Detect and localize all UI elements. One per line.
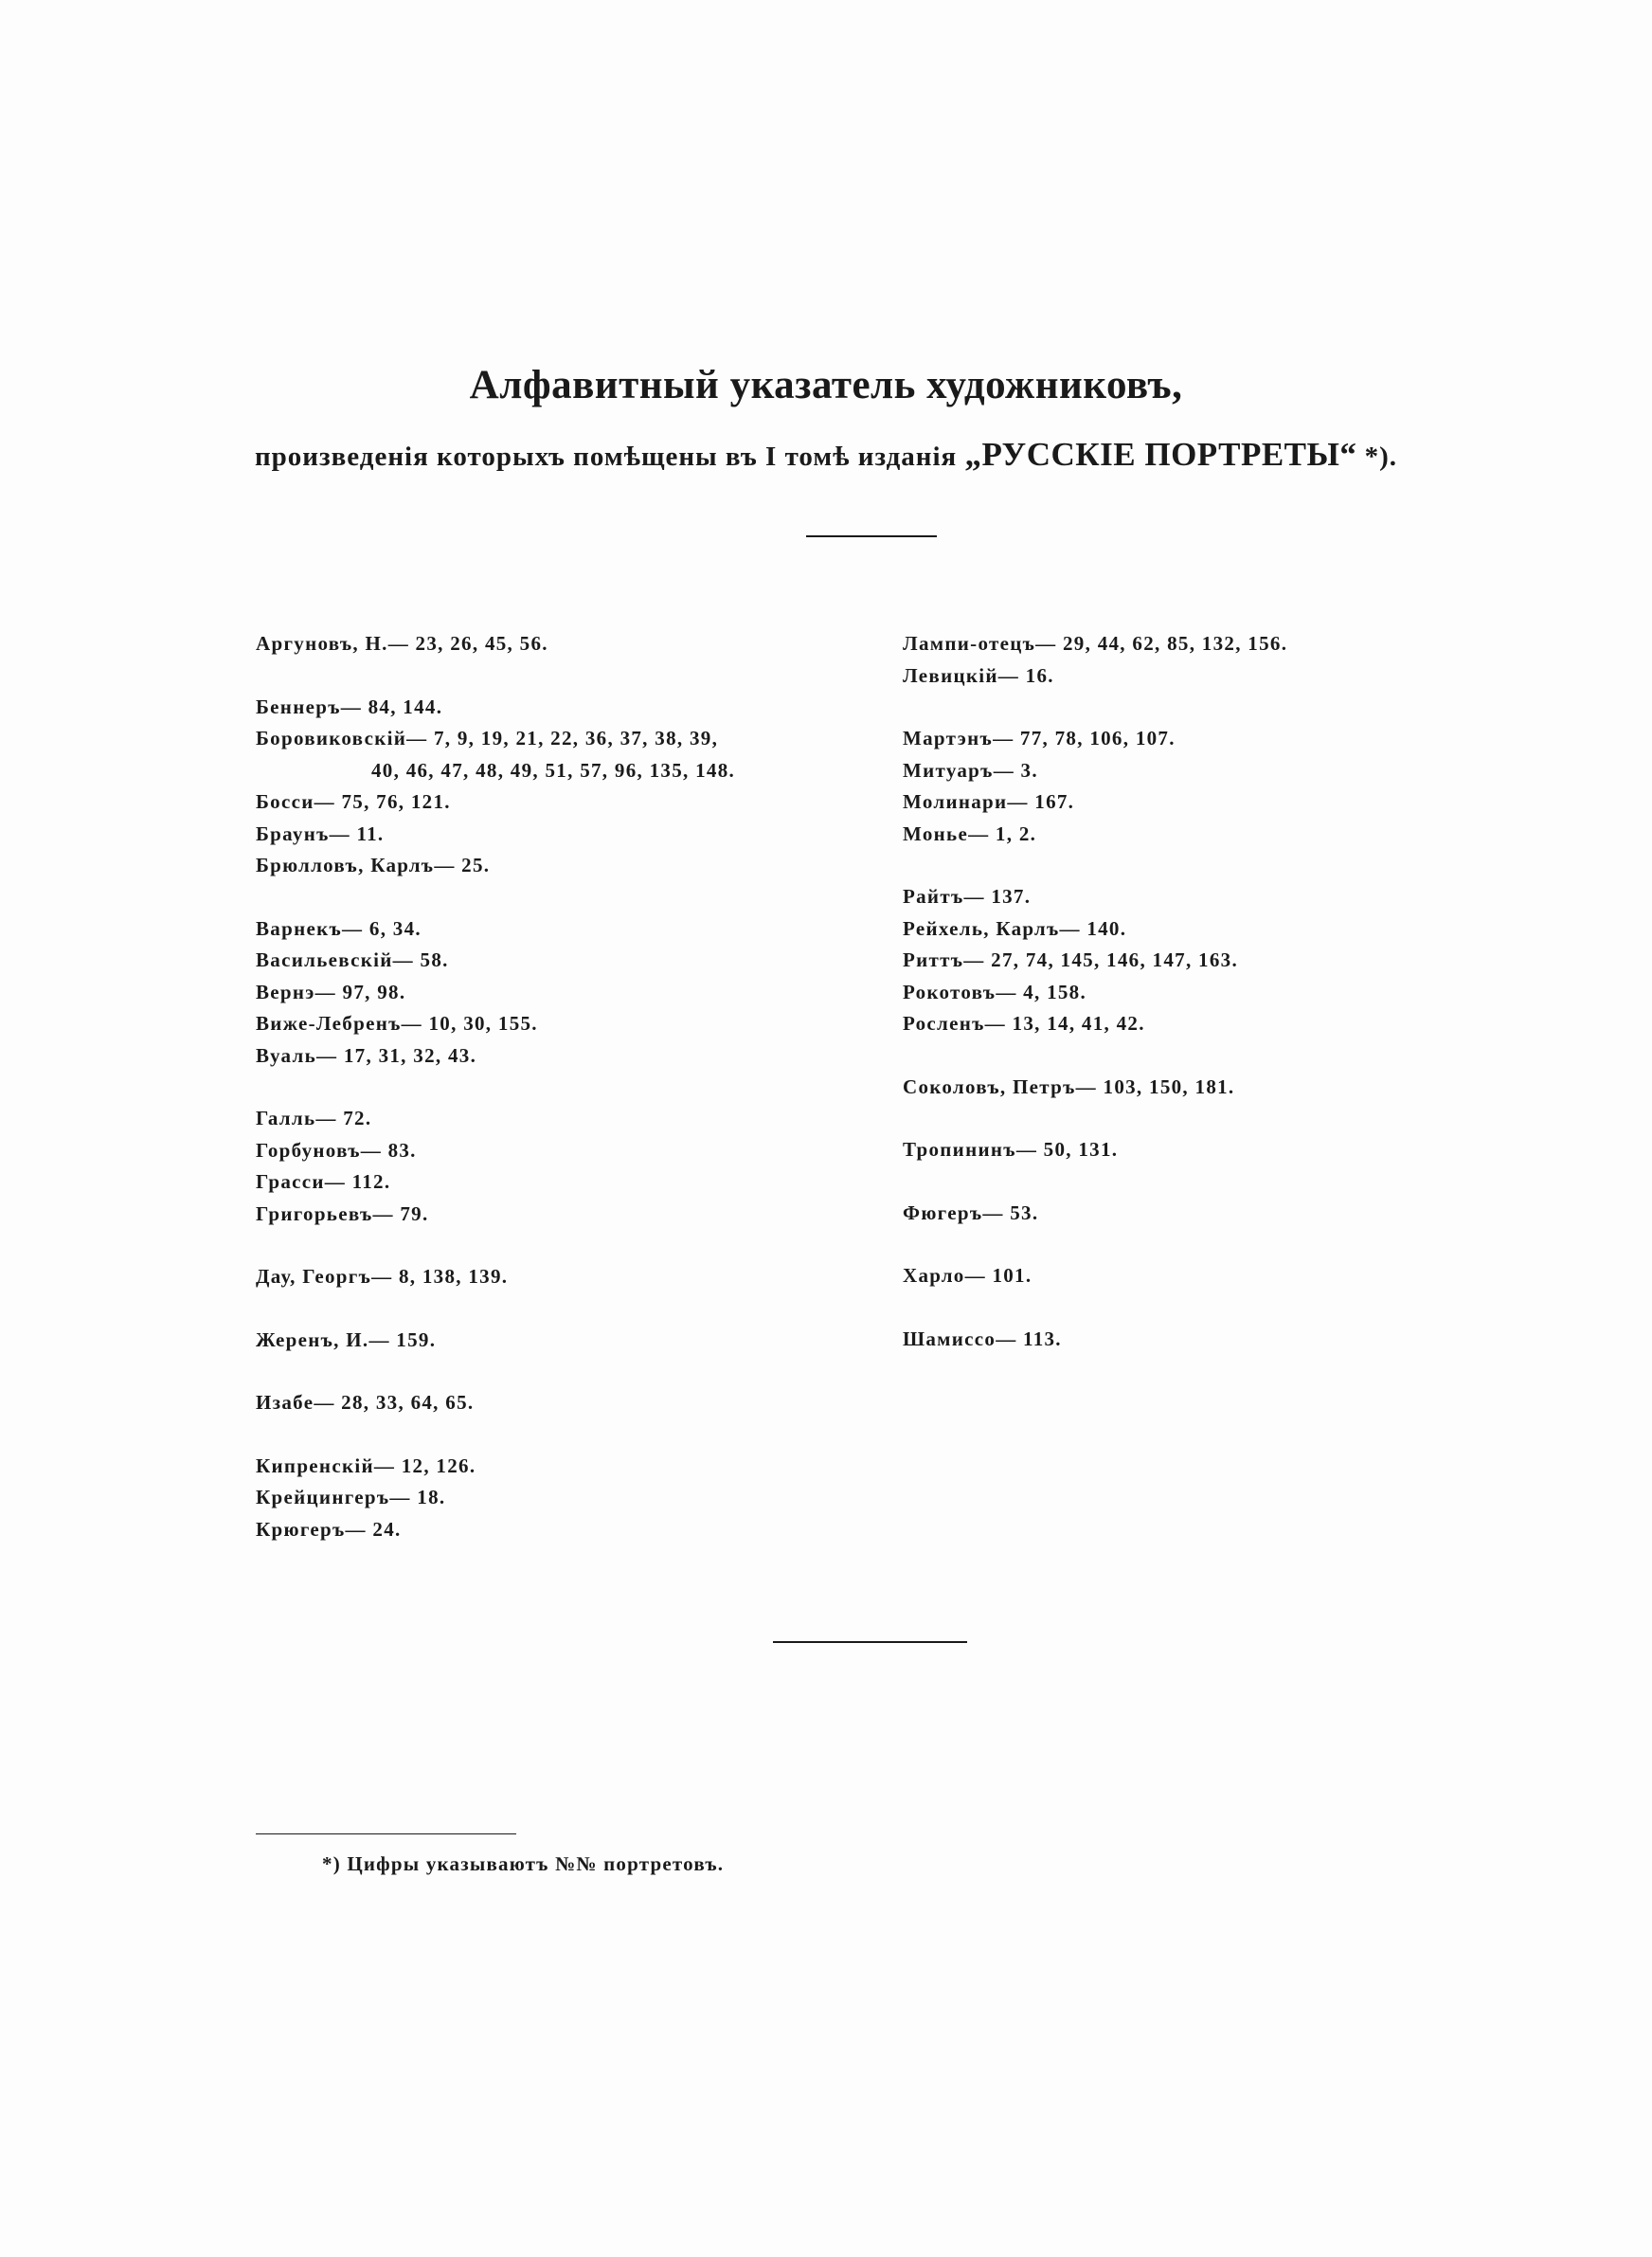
index-entry: Митуаръ— 3. (903, 758, 1038, 782)
index-entry: Боровиковскій— 7, 9, 19, 21, 22, 36, 37, 38, 39, (256, 727, 719, 749)
footnote: *) Цифры указываютъ №№ портретовъ. (322, 1852, 725, 1875)
index-column-right (903, 628, 1528, 1386)
index-entry: Риттъ— 27, 74, 145, 146, 147, 163. (903, 948, 1239, 971)
index-entry: Шамиссо— 113. (903, 1327, 1062, 1350)
index-entry-continuation: 40, 46, 47, 48, 49, 51, 57, 96, 135, 148. (371, 758, 736, 782)
index-entry: Харло— 101. (903, 1264, 1032, 1287)
index-group-a (256, 628, 881, 660)
end-divider (773, 1641, 967, 1643)
index-entry: Крейцингеръ— 18. (256, 1486, 446, 1508)
index-column-left (256, 628, 881, 1577)
index-entry: Рейхель, Карлъ— 140. (903, 916, 1127, 940)
publication-name: „РУССКІЕ ПОРТРЕТЫ“ (964, 436, 1357, 473)
index-entry: Рокотовъ— 4, 158. (903, 980, 1087, 1003)
index-group-sh (903, 1324, 1528, 1356)
index-entry: Вернэ— 97, 98. (256, 980, 406, 1003)
index-entry: Жеренъ, И.— 159. (256, 1327, 437, 1351)
index-group-i (256, 1387, 881, 1419)
index-entry: Левицкій— 16. (903, 663, 1054, 687)
index-entry: Дау, Георгъ— 8, 138, 139. (256, 1265, 509, 1288)
index-entry: Монье— 1, 2. (903, 822, 1037, 845)
index-entry: Босси— 75, 76, 121. (256, 790, 451, 813)
index-group-k (256, 1451, 881, 1546)
subtitle-tail: *). (1356, 442, 1398, 472)
index-entry: Тропининъ— 50, 131. (903, 1138, 1119, 1161)
index-entry: Кипренскій— 12, 126. (256, 1454, 476, 1477)
index-entry: Мартэнъ— 77, 78, 106, 107. (903, 727, 1176, 749)
index-entry: Соколовъ, Петръ— 103, 150, 181. (903, 1074, 1235, 1098)
index-group-zh (256, 1325, 881, 1357)
index-group-v (256, 913, 881, 1073)
index-entry: Лампи-отецъ— 29, 44, 62, 85, 132, 156. (903, 632, 1288, 655)
index-entry: Беннеръ— 84, 144. (256, 695, 443, 718)
index-group-b (256, 692, 881, 882)
index-entry: Молинари— 167. (903, 790, 1075, 813)
index-group-r (903, 881, 1528, 1040)
index-entry: Горбуновъ— 83. (256, 1138, 417, 1162)
index-entry: Фюгеръ— 53. (903, 1201, 1039, 1224)
subtitle-text: произведенія которыхъ помѣщены въ I томѣ изданія (254, 442, 958, 472)
index-entry: Грасси— 112. (256, 1170, 391, 1193)
index-entry: Изабе— 28, 33, 64, 65. (256, 1391, 475, 1414)
index-group-g (256, 1103, 881, 1230)
index-entry: Виже-Лебренъ— 10, 30, 155. (256, 1012, 538, 1035)
index-title: Алфавитный указатель художниковъ, (469, 363, 1183, 407)
index-entry: Брюлловъ, Карлъ— 25. (256, 854, 491, 876)
index-entry: Григорьевъ— 79. (256, 1201, 429, 1225)
title-divider (806, 535, 937, 537)
index-group-m (903, 723, 1528, 850)
index-subtitle (0, 436, 1652, 474)
index-entry: Райтъ— 137. (903, 885, 1032, 908)
index-entry: Васильевскій— 58. (256, 948, 449, 971)
index-entry: Крюгеръ— 24. (256, 1517, 402, 1541)
index-entry: Галль— 72. (256, 1107, 372, 1129)
index-entry: Вуаль— 17, 31, 32, 43. (256, 1043, 477, 1067)
index-group-kh (903, 1260, 1528, 1292)
index-entry: Аргуновъ, Н.— 23, 26, 45, 56. (256, 632, 548, 655)
index-group-s (903, 1072, 1528, 1104)
index-group-d (256, 1261, 881, 1293)
index-group-f (903, 1198, 1528, 1230)
index-entry: Варнекъ— 6, 34. (256, 916, 422, 940)
index-group-t (903, 1134, 1528, 1166)
index-entry: Браунъ— 11. (256, 822, 385, 845)
footnote-rule (256, 1833, 516, 1834)
index-entry: Росленъ— 13, 14, 41, 42. (903, 1012, 1145, 1035)
index-group-l (903, 628, 1528, 692)
